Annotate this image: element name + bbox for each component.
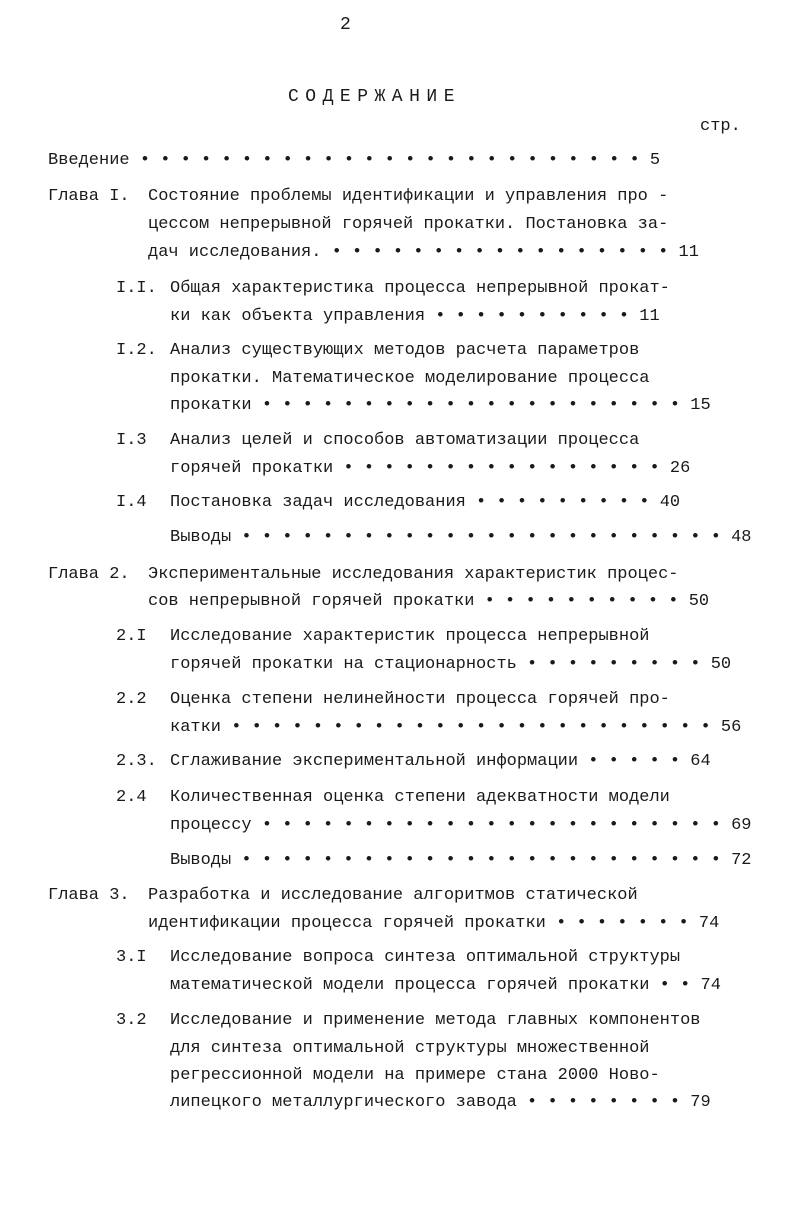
leader-dots: • • • • • • • • • • • • • • • • [333,459,670,478]
toc-entry-line-last [170,397,711,414]
toc-entry-number: 2.4 [116,788,147,807]
toc-entry-text: Общая характеристика процесса непрерывной прокат- [170,279,670,298]
toc-page-number: 69 [731,816,752,835]
toc-entry-line-last [170,1094,711,1111]
toc-entry-number: 3.2 [116,1011,147,1030]
toc-entry-number: Глава 2. [48,565,130,584]
toc-entry-line-last [170,529,752,546]
toc-entry-line-last [170,656,731,673]
toc-entry-line-last [170,817,752,834]
leader-dots: • • • • • [578,752,691,771]
toc-entry-text: Анализ существующих методов расчета параметров [170,341,640,360]
toc-entry-line-last [170,753,711,770]
toc-entry-line-last [148,593,709,610]
toc-page-number: 64 [690,752,711,771]
toc-page-number: 79 [690,1093,711,1112]
toc-entry-text: регрессионной модели на примере стана 2000 Ново- [170,1066,660,1085]
toc-page-number: 11 [639,307,660,326]
toc-entry-line-last [148,915,719,932]
toc-entry-number: 3.I [116,948,147,967]
page-number: 2 [340,15,351,35]
toc-entry-line [170,1012,701,1029]
leader-dots: • • • • • • • [545,914,699,933]
toc-entry-line-last [170,852,752,869]
toc-entry-text: ки как объекта управления [170,307,426,326]
toc-entry-text: Количественная оценка степени адекватности модели [170,788,670,807]
leader-dots: • • • • • • • • • • • • • • • • • • • • • [251,396,691,415]
toc-page-number: 74 [698,914,720,933]
toc-entry-text: прокатки. Математическое моделирование процесса [170,369,650,388]
toc-entry-line-last [170,719,741,736]
toc-entry-line [170,370,649,387]
toc-entry-text: Сглаживание экспериментальной информации [170,752,579,771]
leader-dots: • • • • • • • • • • • • • • • • • • • • • • • • [231,528,732,547]
toc-entry-line [170,280,670,297]
toc-entry-line [148,887,638,904]
leader-dots: • • • • • • • • • • • • • • • • • • • • • • • [251,816,732,835]
leader-dots: • • • • • • • • • [516,655,711,674]
toc-entry-text: Экспериментальные исследования характеристик процес- [148,565,679,584]
leader-dots: • • • • • • • • • • • • • • • • • • • • • • • • [231,851,732,870]
toc-entry-number: I.I. [116,279,157,298]
toc-entry-text: для синтеза оптимальной структуры множественной [170,1039,650,1058]
toc-page-number: 5 [649,151,661,170]
toc-entry-text: цессом непрерывной горячей прокатки. Постановка за- [148,215,669,234]
leader-dots: • • • • • • • • [516,1093,691,1112]
toc-entry-text: горячей прокатки [170,459,334,478]
toc-entry-text: идентификации процесса горячей прокатки [148,914,546,933]
toc-entry-text: Исследование и применение метода главных компонентов [170,1011,701,1030]
toc-entry-text: математической модели процесса горячей прокатки [170,976,650,995]
page-column-label: стр. [700,117,741,136]
toc-entry-number: 2.2 [116,690,147,709]
toc-page-number: 11 [678,243,699,262]
toc-entry-text: катки [170,718,222,737]
leader-dots: • • • • • • • • • • • • • • • • • [321,243,679,262]
toc-page-number: 26 [669,459,691,478]
toc-page-number: 72 [731,851,752,870]
toc-entry-line [170,432,639,449]
toc-entry-text: процессу [170,816,252,835]
toc-entry-line [170,789,670,806]
toc-entry-text: Исследование вопроса синтеза оптимальной структуры [170,948,681,967]
toc-entry-text: Анализ целей и способов автоматизации процесса [170,431,640,450]
toc-entry-text: горячей прокатки на стационарность [170,655,517,674]
toc-page-number: 74 [700,976,721,995]
toc-entry-number: I.2. [116,341,157,360]
toc-entry-line [170,691,670,708]
toc-entry-line-last [170,460,690,477]
toc-entry-text: Введение [48,151,130,170]
toc-entry-text: Оценка степени нелинейности процесса горячей про- [170,690,670,709]
toc-entry-number: Глава 3. [48,886,130,905]
toc-entry-text: липецкого металлургического завода [170,1093,517,1112]
toc-entry-line-last [48,152,660,169]
toc-entry-text: сов непрерывной горячей прокатки [148,592,475,611]
toc-page-number: 56 [720,718,742,737]
toc-entry-line [170,1067,660,1084]
toc-entry-number: I.4 [116,493,147,512]
leader-dots: • • [649,976,701,995]
toc-page-number: 50 [688,592,710,611]
toc-entry-line-last [170,977,721,994]
toc-entry-text: Выводы [170,528,232,547]
toc-entry-line [148,566,679,583]
toc-entry-number: 2.I [116,627,147,646]
toc-entry-line [170,628,649,645]
toc-entry-text: Постановка задач исследования [170,493,466,512]
toc-entry-text: дач исследования. [148,243,322,262]
toc-entry-number: Глава I. [48,187,130,206]
toc-entry-number: I.3 [116,431,147,450]
toc-entry-line [148,216,668,233]
toc-entry-line [170,949,680,966]
page-title: СОДЕРЖАНИЕ [288,87,462,107]
toc-entry-text: Выводы [170,851,232,870]
toc-entry-text: прокатки [170,396,252,415]
toc-entry-line-last [170,308,660,325]
toc-entry-line [170,342,639,359]
toc-entry-line [148,188,668,205]
toc-page-number: 50 [710,655,732,674]
toc-entry-text: Исследование характеристик процесса непрерывной [170,627,650,646]
leader-dots: • • • • • • • • • • • • • • • • • • • • • • • • [221,718,721,737]
toc-page-number: 40 [659,493,681,512]
leader-dots: • • • • • • • • • • [425,307,640,326]
toc-page-number: 48 [731,528,752,547]
toc-entry-line-last [170,494,680,511]
toc-page-number: 15 [690,396,711,415]
leader-dots: • • • • • • • • • • [474,592,689,611]
leader-dots: • • • • • • • • • [465,493,660,512]
toc-entry-line-last [148,244,699,261]
toc-entry-line [170,1040,649,1057]
toc-entry-text: Состояние проблемы идентификации и управления про - [148,187,669,206]
toc-entry-number: 2.3. [116,752,157,771]
leader-dots: • • • • • • • • • • • • • • • • • • • • • • • • • [129,151,650,170]
toc-entry-text: Разработка и исследование алгоритмов статической [148,886,638,905]
